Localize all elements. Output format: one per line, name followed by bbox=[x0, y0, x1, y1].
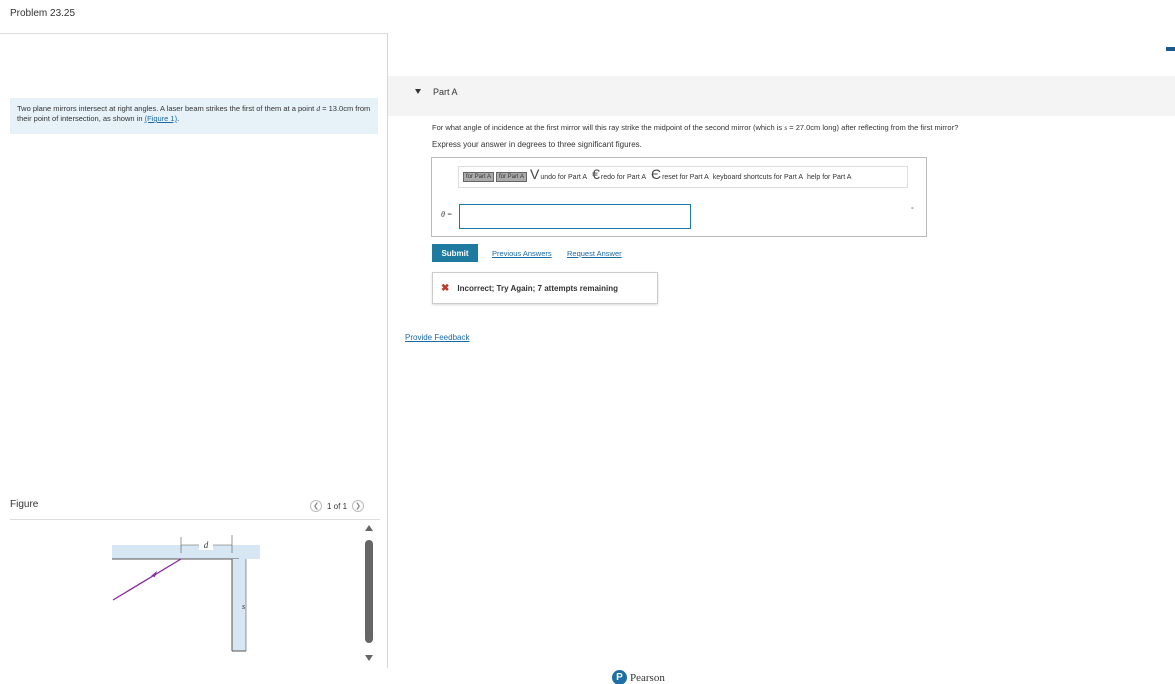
scroll-thumb[interactable] bbox=[365, 540, 373, 643]
caret-down-icon[interactable] bbox=[415, 89, 421, 94]
laser-beam bbox=[113, 559, 181, 600]
figure-divider bbox=[10, 519, 380, 520]
scroll-up-icon[interactable] bbox=[365, 525, 373, 531]
d-label: d bbox=[203, 540, 209, 550]
symbols-button[interactable]: for Part A bbox=[496, 172, 527, 182]
question-before: For what angle of incidence at the first mirror will this ray strike the midpoint of the second mirror (which is bbox=[432, 123, 785, 132]
divider bbox=[0, 33, 387, 34]
d-value: = 13.0cm bbox=[320, 104, 354, 113]
d-symbol: d bbox=[316, 104, 321, 113]
question-after: long) after reflecting from the first mirror? bbox=[820, 123, 959, 132]
scroll-down-icon[interactable] bbox=[365, 655, 373, 661]
redo-button[interactable]: redo for Part A bbox=[600, 173, 647, 181]
s-symbol: s bbox=[784, 123, 788, 132]
feedback-message bbox=[432, 272, 658, 304]
pearson-brand: Pearson bbox=[630, 671, 665, 684]
figure-pager bbox=[310, 500, 364, 512]
pearson-footer bbox=[612, 670, 665, 684]
chevron-right-icon[interactable]: ❯ bbox=[352, 500, 364, 512]
figure-label: Figure bbox=[10, 499, 39, 510]
answer-input[interactable] bbox=[459, 204, 691, 229]
math-toolbar bbox=[458, 166, 908, 188]
s-value: = 27.0cm bbox=[787, 123, 821, 132]
menu-icon[interactable] bbox=[1166, 47, 1175, 51]
template-button[interactable]: for Part A bbox=[463, 172, 494, 182]
answer-box bbox=[431, 157, 927, 237]
help-button[interactable]: help for Part A bbox=[807, 173, 852, 181]
problem-intro bbox=[10, 98, 378, 134]
redo-icon[interactable]: € bbox=[592, 166, 600, 182]
intro-text: Two plane mirrors intersect at right angles. A laser beam strikes the first of them at a point bbox=[17, 104, 317, 113]
reset-icon[interactable]: Є bbox=[651, 166, 662, 182]
provide-feedback-link[interactable]: Provide Feedback bbox=[405, 333, 470, 342]
s-label: s bbox=[242, 602, 246, 611]
intro-period: . bbox=[177, 114, 180, 123]
instruction-text: Express your answer in degrees to three significant figures. bbox=[432, 140, 642, 149]
previous-answers-link[interactable]: Previous Answers bbox=[492, 249, 552, 258]
pearson-logo-icon: P bbox=[612, 670, 627, 684]
undo-icon[interactable]: V bbox=[530, 166, 540, 182]
undo-button[interactable]: undo for Part A bbox=[540, 173, 588, 181]
figure-scrollbar[interactable] bbox=[364, 525, 374, 661]
chevron-left-icon[interactable]: ❮ bbox=[310, 500, 322, 512]
part-a-header[interactable] bbox=[388, 76, 1175, 116]
error-x-icon: ✖ bbox=[441, 282, 450, 294]
submit-button[interactable]: Submit bbox=[432, 244, 478, 262]
pane-divider bbox=[387, 33, 388, 668]
request-answer-link[interactable]: Request Answer bbox=[567, 249, 622, 258]
degree-unit: ° bbox=[911, 207, 914, 214]
theta-label: θ = bbox=[441, 210, 453, 219]
problem-title: Problem 23.25 bbox=[10, 8, 76, 19]
figure-page-count: 1 of 1 bbox=[327, 501, 348, 511]
feedback-text: Incorrect; Try Again; 7 attempts remaining bbox=[457, 283, 619, 293]
mirror-figure bbox=[105, 527, 265, 657]
intro-text-after: from their point of intersection, as shown in bbox=[17, 104, 371, 123]
reset-button[interactable]: reset for Part A bbox=[662, 173, 709, 181]
question-text bbox=[432, 123, 958, 132]
keyboard-shortcuts-button[interactable]: keyboard shortcuts for Part A bbox=[712, 173, 804, 181]
figure-link[interactable]: (Figure 1) bbox=[144, 114, 178, 123]
part-a-title[interactable]: Part A bbox=[433, 87, 458, 97]
horizontal-mirror bbox=[112, 545, 260, 559]
